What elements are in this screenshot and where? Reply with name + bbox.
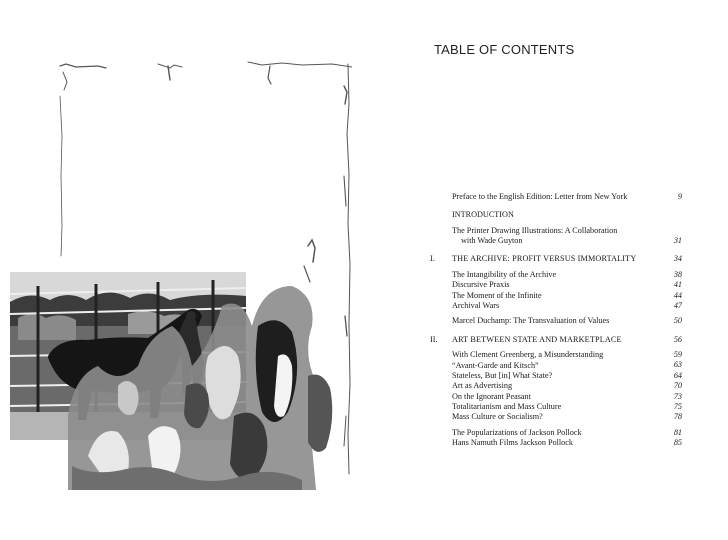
toc-entry-page: 9: [677, 191, 682, 201]
toc-entry[interactable]: Stateless, But [in] What State? 64: [452, 370, 682, 380]
toc-heading-introduction[interactable]: [430, 210, 682, 220]
toc-section-heading: THE ARCHIVE: PROFIT VERSUS IMMORTALITY: [452, 254, 637, 264]
toc-entry-page: 31: [673, 235, 682, 245]
toc-entry[interactable]: Archival Wars 47: [452, 300, 682, 310]
toc-entry-page: 34: [673, 254, 682, 264]
table-of-contents: [430, 192, 682, 449]
toc-entry-namuth[interactable]: Hans Namuth Films Jackson Pollock 85: [452, 438, 682, 448]
toc-entry[interactable]: “Avant-Garde and Kitsch” 63: [452, 360, 682, 370]
toc-part-numeral: I.: [430, 254, 435, 264]
toc-entry-printer-drawing[interactable]: [430, 226, 682, 247]
toc-entry[interactable]: The Intangibility of the Archive 38: [452, 269, 682, 279]
toc-entry[interactable]: With Clement Greenberg, a Misunderstanding 59: [452, 350, 682, 360]
toc-section-heading: INTRODUCTION: [452, 210, 514, 220]
toc-entry[interactable]: Mass Culture or Socialism? 78: [452, 412, 682, 422]
toc-entry-preface[interactable]: [430, 192, 682, 202]
toc-entry-page: 56: [673, 334, 682, 344]
page-title: TABLE OF CONTENTS: [434, 42, 575, 57]
toc-entry-label: Preface to the English Edition: Letter from New York: [452, 192, 628, 201]
toc-entry[interactable]: The Moment of the Infinite 44: [452, 290, 682, 300]
toc-part-1-heading[interactable]: [430, 254, 682, 264]
toc-part-2-heading[interactable]: [430, 335, 682, 345]
toc-entry-duchamp[interactable]: Marcel Duchamp: The Transvaluation of Values 50: [452, 316, 682, 326]
toc-entry[interactable]: Art as Advertising 70: [452, 381, 682, 391]
toc-entry[interactable]: Discursive Praxis 41: [452, 280, 682, 290]
printer-drawing-artwork: [8, 56, 352, 490]
toc-entry-label: The Printer Drawing Illustrations: A Collaboration with Wade Guyton: [452, 225, 618, 246]
toc-entry[interactable]: On the Ignorant Peasant 73: [452, 391, 682, 401]
toc-entry[interactable]: Totalitarianism and Mass Culture 75: [452, 402, 682, 412]
toc-part-numeral: II.: [430, 334, 438, 344]
toc-section-heading: ART BETWEEN STATE AND MARKETPLACE: [452, 334, 622, 344]
toc-entry-pollock[interactable]: The Popularizations of Jackson Pollock 81: [452, 427, 682, 437]
